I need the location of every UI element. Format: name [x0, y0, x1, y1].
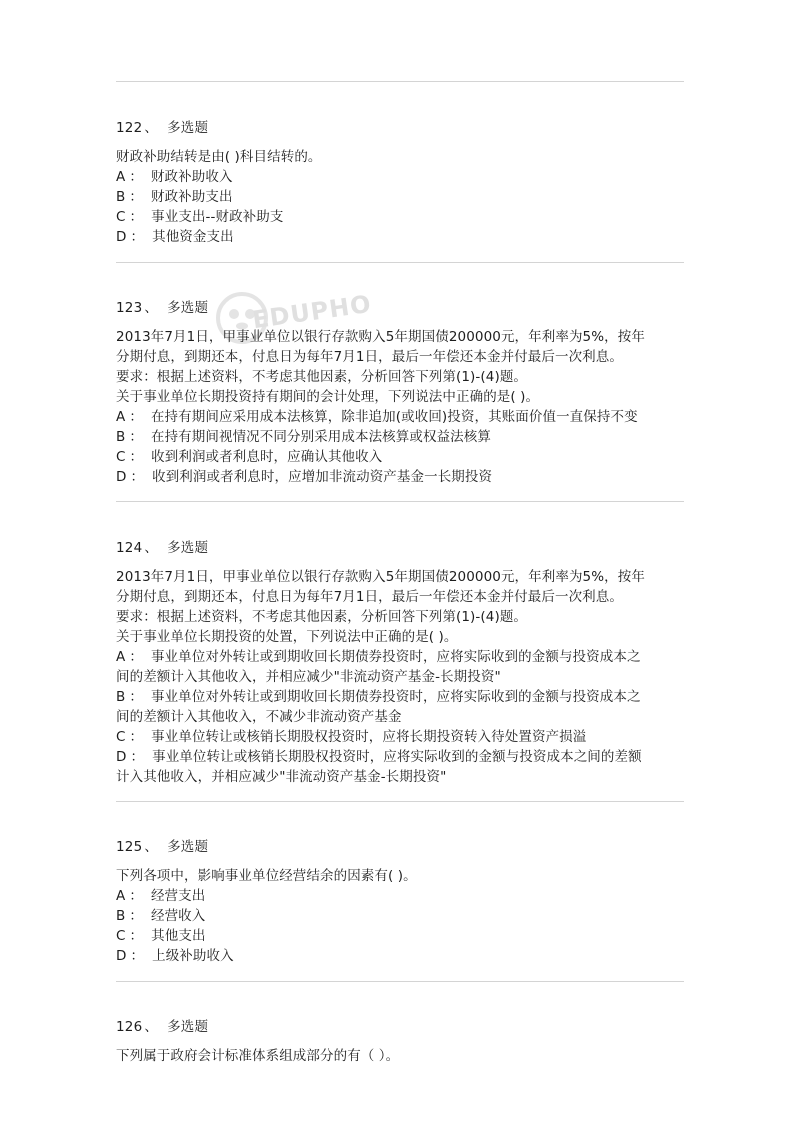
question-stem-line: 关于事业单位长期投资的处置，下列说法中正确的是( )。	[116, 629, 458, 645]
question-header	[116, 298, 690, 318]
option-colon: ：	[130, 948, 145, 964]
option-text: 计入其他收入，并相应减少"非流动资产基金-长期投资"	[116, 769, 447, 785]
option-letter: D	[116, 229, 127, 245]
option-letter: B	[116, 429, 126, 445]
divider	[116, 262, 684, 263]
option-colon: ：	[129, 189, 143, 205]
question-stem-line: 财政补助结转是由( )科目结转的。	[116, 149, 322, 165]
question-separator: 、	[144, 540, 159, 556]
answer-option	[116, 727, 690, 747]
option-text: 收到利润或者利息时，应增加非流动资产基金一长期投资	[152, 469, 493, 485]
question	[116, 298, 690, 487]
question-stem-line: 关于事业单位长期投资持有期间的会计处理，下列说法中正确的是( )。	[116, 389, 540, 405]
answer-option	[116, 207, 690, 227]
divider	[116, 801, 684, 802]
answer-option	[116, 467, 690, 487]
option-text: 其他支出	[151, 928, 206, 944]
option-letter: A	[116, 409, 126, 425]
question-stem-line: 分期付息，到期还本，付息日为每年7月1日，最后一年偿还本金并付最后一次利息。	[116, 349, 623, 365]
option-text: 事业单位对外转让或到期收回长期债券投资时，应将实际收到的金额与投资成本之	[150, 689, 641, 705]
option-text: 上级补助收入	[152, 948, 234, 964]
answer-option	[116, 407, 690, 427]
question-number: 126	[116, 1019, 143, 1035]
option-text: 事业单位对外转让或到期收回长期债券投资时，应将实际收到的金额与投资成本之	[150, 649, 641, 665]
question-type: 多选题	[167, 540, 209, 556]
answer-option	[116, 427, 690, 447]
option-text: 间的差额计入其他收入，并相应减少"非流动资产基金-长期投资"	[116, 669, 501, 685]
option-colon: ：	[129, 649, 143, 665]
answer-option	[116, 886, 690, 906]
question-separator: 、	[144, 300, 159, 316]
option-letter: C	[116, 449, 126, 465]
question-stem-line: 2013年7月1日，甲事业单位以银行存款购入5年期国债200000元，年利率为5%，按年	[116, 329, 645, 345]
option-text: 经营收入	[150, 908, 206, 924]
answer-option	[116, 227, 690, 247]
option-colon: ：	[130, 229, 145, 245]
option-text: 事业支出--财政补助支	[151, 209, 284, 225]
watermark-text: EDUPHO	[250, 289, 374, 335]
question-type: 多选题	[167, 120, 209, 136]
question	[116, 118, 690, 247]
question-separator: 、	[144, 1019, 159, 1035]
option-text: 事业单位转让或核销长期股权投资时，应将实际收到的金额与投资成本之间的差额	[152, 749, 642, 765]
option-colon: ：	[129, 209, 144, 225]
question-type: 多选题	[167, 839, 209, 855]
option-letter: A	[116, 888, 126, 904]
option-letter: B	[116, 908, 126, 924]
answer-option	[116, 906, 690, 926]
option-colon: ：	[129, 908, 143, 924]
option-colon: ：	[129, 928, 144, 944]
answer-option	[116, 187, 690, 207]
question-number: 123	[116, 300, 143, 316]
answer-option	[116, 707, 690, 727]
question-header	[116, 538, 690, 558]
answer-option	[116, 687, 690, 707]
option-letter: C	[116, 928, 126, 944]
option-letter: C	[116, 209, 126, 225]
option-colon: ：	[129, 449, 144, 465]
answer-option	[116, 167, 690, 187]
question-stem-line: 下列各项中，影响事业单位经营结余的因素有( )。	[116, 868, 417, 884]
question	[116, 837, 690, 966]
answer-option	[116, 926, 690, 946]
option-text: 在持有期间应采用成本法核算，除非追加(或收回)投资，其账面价值一直保持不变	[150, 409, 638, 425]
question-stem-line: 2013年7月1日，甲事业单位以银行存款购入5年期国债200000元，年利率为5%，按年	[116, 569, 645, 585]
option-colon: ：	[129, 429, 143, 445]
answer-option	[116, 647, 690, 667]
option-colon: ：	[130, 469, 145, 485]
question	[116, 538, 690, 787]
question-stem-line: 要求：根据上述资料，不考虑其他因素，分析回答下列第(1)-(4)题。	[116, 609, 528, 625]
option-colon: ：	[129, 729, 144, 745]
question	[116, 1017, 690, 1066]
option-letter: D	[116, 469, 127, 485]
option-colon: ：	[130, 749, 145, 765]
option-letter: D	[116, 749, 127, 765]
answer-option	[116, 667, 690, 687]
option-letter: D	[116, 948, 127, 964]
option-letter: B	[116, 689, 126, 705]
option-colon: ：	[129, 409, 143, 425]
option-letter: A	[116, 649, 126, 665]
divider	[116, 501, 684, 502]
option-text: 收到利润或者利息时，应确认其他收入	[151, 449, 383, 465]
answer-option	[116, 767, 690, 787]
option-text: 财政补助支出	[150, 189, 233, 205]
question-header	[116, 837, 690, 857]
question-stem-line: 要求：根据上述资料，不考虑其他因素，分析回答下列第(1)-(4)题。	[116, 369, 528, 385]
option-text: 事业单位转让或核销长期股权投资时，应将长期投资转入待处置资产损溢	[151, 729, 587, 745]
option-colon: ：	[129, 169, 143, 185]
answer-option	[116, 747, 690, 767]
divider	[116, 81, 684, 82]
question-header	[116, 1017, 690, 1037]
option-text: 在持有期间视情况不同分别采用成本法核算或权益法核算	[150, 429, 491, 445]
question-separator: 、	[144, 120, 159, 136]
option-letter: C	[116, 729, 126, 745]
option-letter: B	[116, 189, 126, 205]
answer-option	[116, 946, 690, 966]
question-type: 多选题	[167, 1019, 209, 1035]
answer-option	[116, 447, 690, 467]
option-text: 经营支出	[150, 888, 206, 904]
question-number: 122	[116, 120, 143, 136]
option-colon: ：	[129, 888, 143, 904]
question-type: 多选题	[167, 300, 209, 316]
option-colon: ：	[129, 689, 143, 705]
option-text: 其他资金支出	[152, 229, 234, 245]
option-text: 财政补助收入	[150, 169, 233, 185]
question-stem-line: 分期付息，到期还本，付息日为每年7月1日，最后一年偿还本金并付最后一次利息。	[116, 589, 623, 605]
question-stem-line: 下列属于政府会计标准体系组成部分的有（ ）。	[116, 1048, 400, 1064]
question-number: 125	[116, 839, 143, 855]
question-separator: 、	[144, 839, 159, 855]
question-number: 124	[116, 540, 143, 556]
divider	[116, 981, 684, 982]
question-header	[116, 118, 690, 138]
option-text: 间的差额计入其他收入，不减少非流动资产基金	[116, 709, 402, 725]
option-letter: A	[116, 169, 126, 185]
